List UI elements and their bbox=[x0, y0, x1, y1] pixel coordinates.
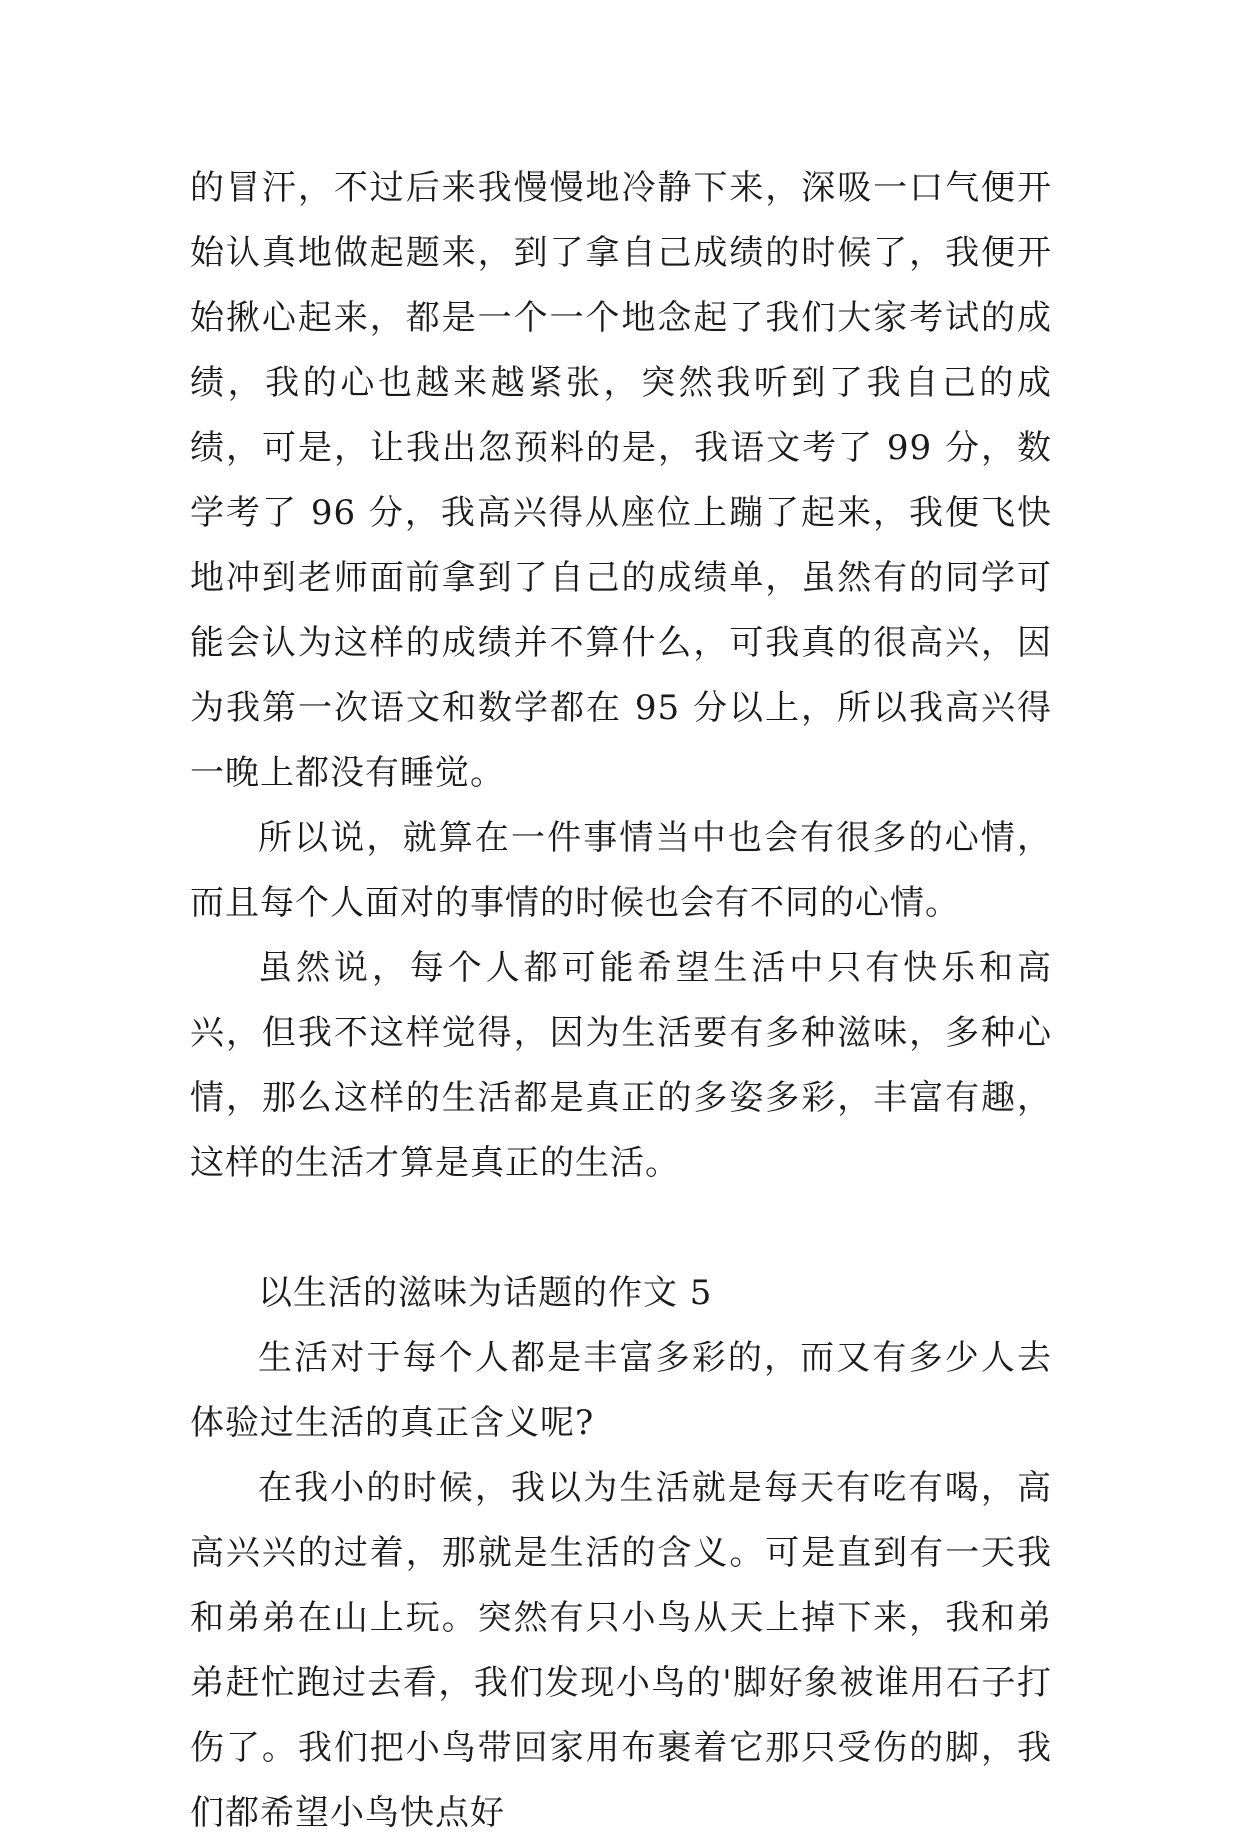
paragraph-2: 所以说，就算在一件事情当中也会有很多的心情，而且每个人面对的事情的时候也会有不同的心情。 bbox=[190, 818, 1052, 923]
paragraph-5: 在我小的时候，我以为生活就是每天有吃有喝，高高兴兴的过着，那就是生活的含义。可是直到有一天我和弟弟在山上玩。突然有只小鸟从天上掉下来，我和弟弟赶忙跑过去看，我们发现小鸟的'脚好象被谁用石子打伤了。我们把小鸟带回家用布裹着它那只受伤的脚，我们都希望小鸟快点好 bbox=[190, 1468, 1052, 1833]
document-body bbox=[190, 156, 1052, 1846]
paragraph-3: 虽然说，每个人都可能希望生活中只有快乐和高兴，但我不这样觉得，因为生活要有多种滋味，多种心情，那么这样的生活都是真正的多姿多彩，丰富有趣，这样的生活才算是真正的生活。 bbox=[190, 948, 1052, 1183]
section-spacer bbox=[190, 1196, 1052, 1261]
section-heading: 以生活的滋味为话题的作文 5 bbox=[258, 1273, 713, 1313]
paragraph-4: 生活对于每个人都是丰富多彩的，而又有多少人去体验过生活的真正含义呢? bbox=[190, 1338, 1052, 1443]
paragraph-1: 的冒汗，不过后来我慢慢地冷静下来，深吸一口气便开始认真地做起题来，到了拿自己成绩的时候了，我便开始揪心起来，都是一个一个地念起了我们大家考试的成绩，我的心也越来越紧张，突然我听到了我自己的成绩，可是，让我出忽预料的是，我语文考了 99 分，数学考了 96 分，我高兴得从座位上蹦了起来，我便飞快地冲到老师面前拿到了自己的成绩单，虽然有的同学可能会认为这样的成绩并不算什么，可我真的很高兴，因为我第一次语文和数学都在 95 分以上，所以我高兴得一晚上都没有睡觉。 bbox=[190, 168, 1052, 793]
